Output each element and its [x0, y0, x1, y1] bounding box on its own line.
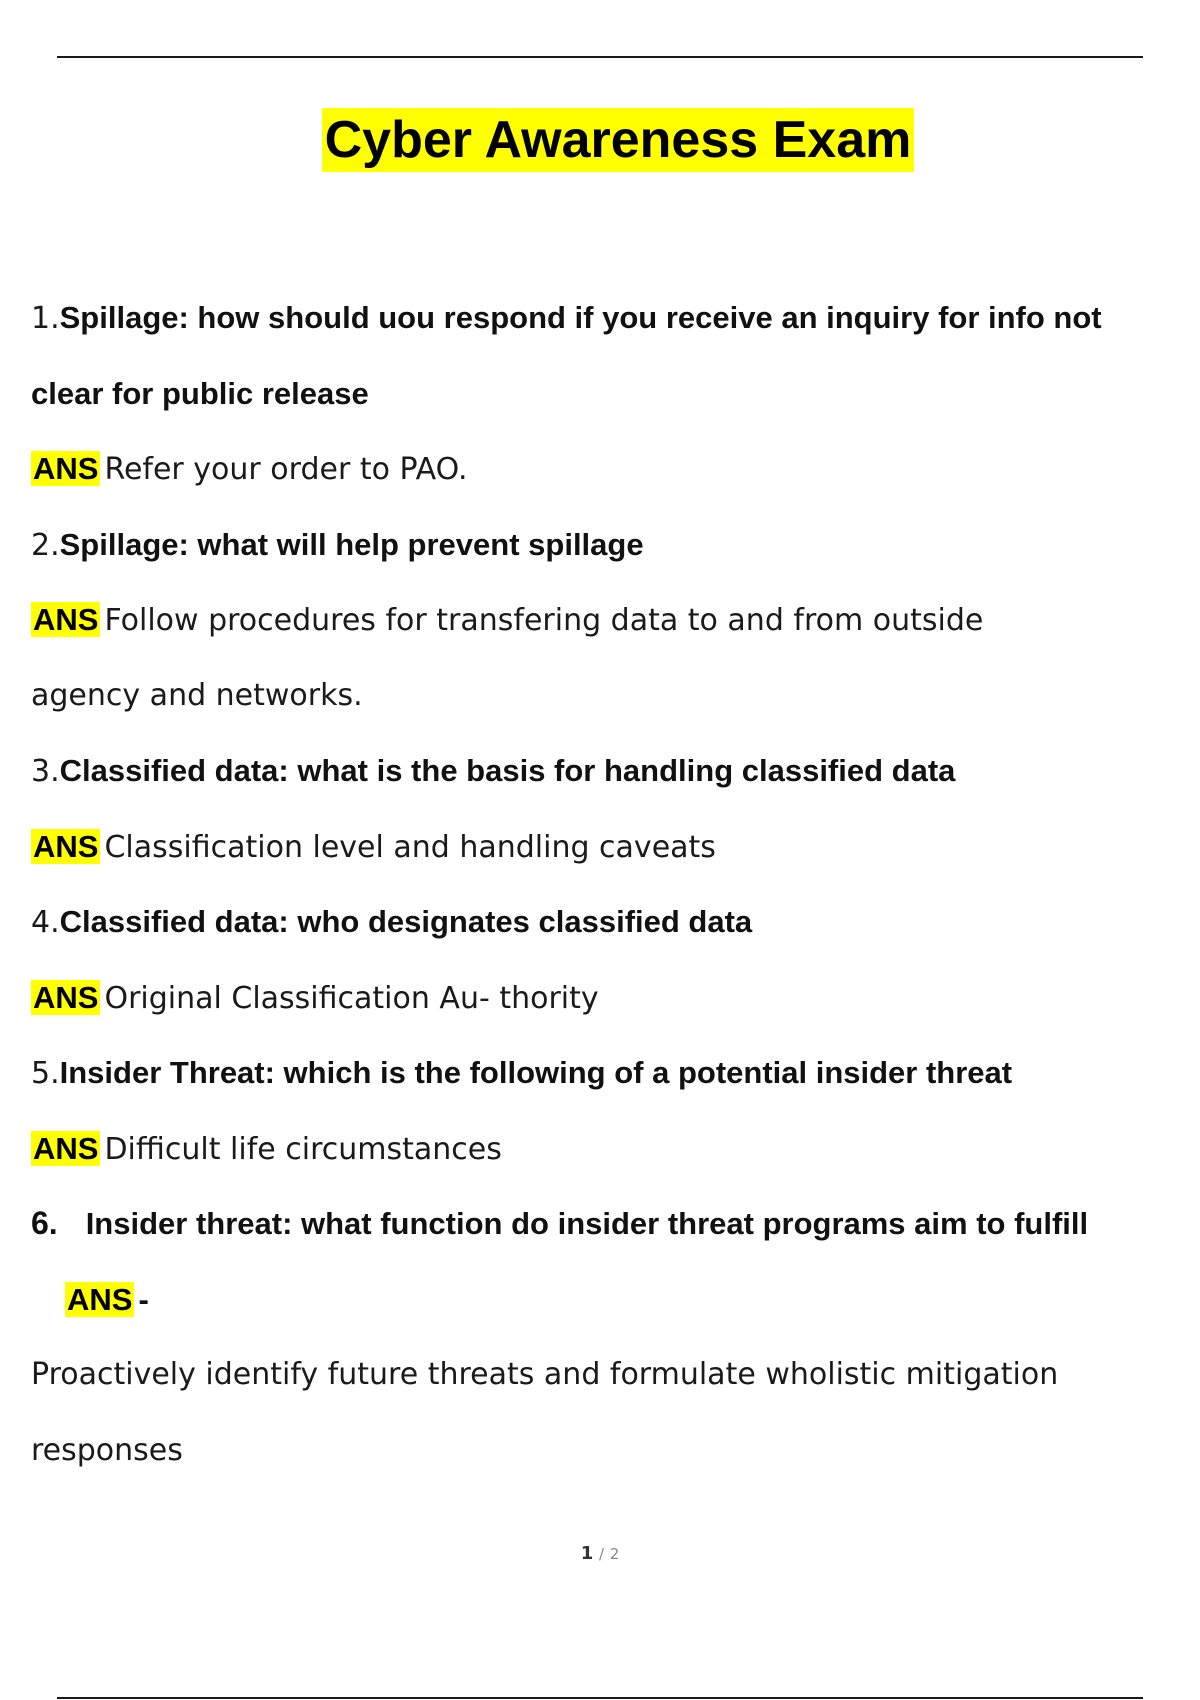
- answer-2-continued: [31, 658, 1161, 734]
- qa-list: [31, 280, 1161, 1488]
- answer-text: Difficult life circumstances: [104, 1131, 502, 1167]
- total-pages: 2: [609, 1545, 620, 1563]
- answer-1: [31, 431, 1161, 507]
- question-4: [31, 884, 1161, 960]
- answer-text: Classification level and handling caveats: [104, 829, 716, 865]
- question-5: [31, 1035, 1161, 1111]
- question-number: 4.: [31, 905, 60, 940]
- question-number: 2.: [31, 527, 60, 563]
- question-text: Classified data: what is the basis for handling classified data: [59, 753, 956, 788]
- ans-highlight: ANS: [33, 451, 99, 486]
- answer-6: [31, 1337, 1161, 1413]
- question-number: 1.: [31, 301, 60, 336]
- question-number: 6.: [31, 1205, 58, 1241]
- answer-3: [31, 809, 1161, 885]
- question-text: Spillage: what will help prevent spillage: [59, 526, 644, 562]
- current-page: 1: [580, 1543, 594, 1564]
- answer-text: agency and networks.: [31, 677, 363, 713]
- document-title: Cyber Awareness Exam: [322, 108, 915, 172]
- question-text: Insider Threat: which is the following of a potential insider threat: [59, 1055, 1013, 1090]
- answer-text: Proactively identify future threats and formulate wholistic mitigation: [31, 1357, 1059, 1392]
- title-block: [0, 108, 1200, 172]
- question-text: Spillage: how should uou respond if you receive an inquiry for info not: [59, 300, 1102, 335]
- question-number: 5.: [31, 1056, 60, 1091]
- ans-highlight: ANS: [33, 979, 99, 1015]
- answer-text: Refer your order to PAO.: [104, 452, 468, 487]
- question-1-continued: [31, 356, 1161, 432]
- page-separator: /: [598, 1545, 605, 1563]
- answer-text: responses: [31, 1432, 183, 1468]
- question-1: [31, 280, 1161, 356]
- answer-2: [31, 582, 1161, 658]
- answer-4: [31, 960, 1161, 1036]
- answer-text: Original Classification Au- thority: [104, 980, 599, 1016]
- answer-text: Follow procedures for transfering data to and from outside: [104, 603, 984, 638]
- ans-highlight: ANS: [33, 602, 99, 637]
- question-text: Classified data: who designates classified data: [59, 904, 753, 939]
- ans-highlight: ANS: [67, 1281, 133, 1317]
- ans-highlight: ANS: [33, 828, 99, 864]
- ans-dash: -: [138, 1281, 149, 1317]
- bottom-divider: [57, 1697, 1143, 1699]
- answer-5: [31, 1111, 1161, 1187]
- question-2: [31, 507, 1161, 583]
- page-indicator: [0, 1543, 1200, 1564]
- question-number: 3.: [31, 754, 60, 789]
- answer-6-continued: [31, 1413, 1161, 1489]
- ans-highlight: ANS: [33, 1130, 99, 1166]
- question-3: [31, 733, 1161, 809]
- top-divider: [57, 56, 1143, 58]
- question-text: Insider threat: what function do insider threat programs aim to fulfill: [85, 1206, 1089, 1241]
- answer-6-label: [31, 1262, 1161, 1338]
- question-6: [31, 1186, 1161, 1262]
- question-text: clear for public release: [31, 375, 369, 411]
